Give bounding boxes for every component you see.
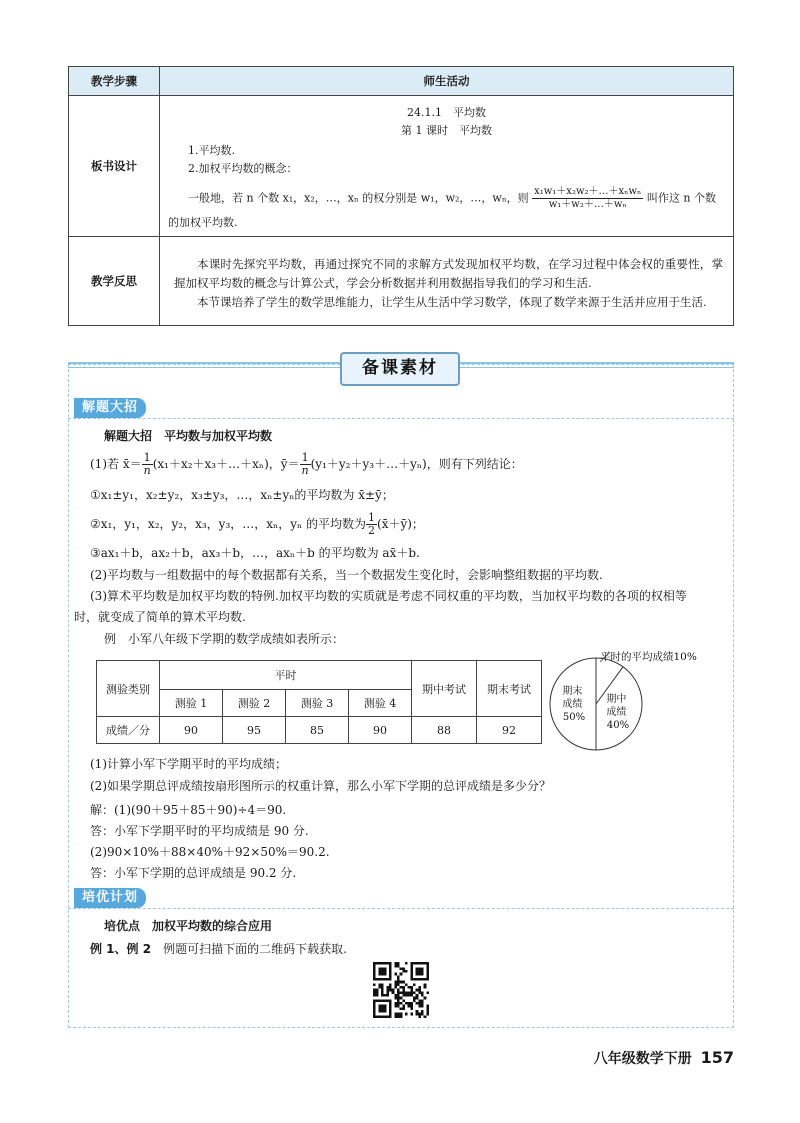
intro-part-b: (x₁＋x₂＋x₃＋…＋xₙ)，ȳ＝ [152,457,300,471]
board-def-suffix: 叫作这 n 个数 [646,191,716,205]
header-step: 教学步骤 [69,67,160,96]
pingshi-header: 平时 [160,661,412,690]
example-reference [90,940,347,957]
fraction-denominator: w₁＋w₂＋…＋wₙ [548,199,627,210]
section1-title: 解题大招 平均数与加权平均数 [104,429,273,443]
board-def-tail: 的加权平均数. [168,216,238,229]
banner-title: 备课素材 [340,352,460,386]
example-intro: 例 小军八年级下学期的数学成绩如表所示： [104,632,345,646]
question-2: (2)如果学期总评成绩按扇形图所示的权重计算，那么小军下学期的总评成绩是多少分？ [90,779,552,793]
weighted-mean-fraction [532,186,643,211]
solution-1: 解：(1)(90＋95＋85＋90)÷4＝90. [90,803,287,817]
board-label: 板书设计 [69,96,160,237]
question-1: (1)计算小军下学期平时的平均成绩； [90,757,287,771]
point-3-line-2: 时，就变成了简单的算术平均数. [74,610,246,624]
conclusion-2-a: ②x₁，y₁，x₂，y₂，x₃，y₃，…，xₙ，yₙ 的平均数为 [90,517,367,531]
board-item-1: 1.平均数. [188,144,235,157]
fraction-numerator: x₁w₁＋x₂w₂＋…＋xₙwₙ [534,186,642,197]
point-2: (2)平均数与一组数据中的每个数据都有关系，当一个数据发生变化时，会影响整组数据的平均数. [90,568,603,582]
conclusion-1: ①x₁±y₁，x₂±y₂，x₃±y₃，…，xₙ±yₙ的平均数为 x̄±ȳ； [90,488,394,502]
score-midterm: 88 [412,717,477,744]
one-over-n-fraction [142,452,153,477]
fraction-two: 2 [368,524,376,537]
reflection-paragraph-2: 本节课培养了学生的数学思维能力，让学生从生活中学习数学，体现了数学来源于生活并应用于生活. [197,294,707,309]
conclusion-intro [90,452,523,477]
section2-title: 培优点 加权平均数的综合应用 [104,919,273,933]
qr-code-icon[interactable] [373,962,429,1018]
fraction-one-2: 1 [300,452,311,465]
section-tag-jieti: 解题大招 [74,398,146,418]
point-3-line-1: (3)算术平均数是加权平均数的特例.加权平均数的实质就是考虑不同权重的平均数，当加权平均数的各项的权相等 [90,589,687,603]
quiz-4-header: 测验 4 [349,690,412,717]
category-label: 测验类别 [97,661,160,717]
pie-final-line-3: 50% [562,712,586,723]
section-tag-underline-2 [68,908,734,910]
board-def-prefix: 一般地，若 n 个数 x₁，x₂，…，xₙ 的权分别是 w₁，w₂，…，wₙ，则 [188,191,529,205]
header-activity: 师生活动 [160,67,734,96]
fraction-n-2: n [301,464,309,477]
pie-mid-line-1: 期中 [606,694,627,705]
one-over-n-fraction-2 [300,452,311,477]
score-quiz-1: 90 [160,717,223,744]
answer-1: 答：小军下学期平时的平均成绩是 90 分. [90,824,309,838]
pie-final-line-1: 期末 [562,686,583,697]
score-quiz-2: 95 [223,717,286,744]
conclusion-2-b: (x̄＋ȳ)； [377,517,424,531]
weight-pie-chart [540,644,730,764]
pie-mid-line-3: 40% [606,720,630,731]
quiz-2-header: 测验 2 [223,690,286,717]
section-tag-underline [68,418,734,420]
lesson-table [68,66,734,326]
one-half-fraction [366,512,377,537]
score-quiz-4: 90 [349,717,412,744]
score-quiz-3: 85 [286,717,349,744]
fraction-one: 1 [142,452,153,465]
board-subtitle: 第 1 课时 平均数 [401,124,492,137]
answer-2: 答：小军下学期的总评成绩是 90.2 分. [90,866,297,880]
pie-final-label [562,684,585,723]
example-reference-text: 例题可扫描下面的二维码下载获取. [163,942,347,956]
reflection-paragraph-1: 本课时先探究平均数，再通过探究不同的求解方式发现加权平均数，在学习过程中体会权的重要性，掌握加权平均数的概念与计算公式，学会分析数据并利用数据指导我们的学习和生活. [174,256,723,290]
midterm-header: 期中考试 [412,661,477,717]
quiz-1-header: 测验 1 [160,690,223,717]
board-definition [188,186,716,211]
score-row-label: 成绩／分 [97,717,160,744]
board-title: 24.1.1 平均数 [407,106,486,119]
score-final: 92 [477,717,542,744]
pie-mid-label [606,692,629,731]
conclusion-2 [90,512,424,537]
pie-callout-label: 平时的平均成绩10% [600,651,697,663]
pie-mid-line-2: 成绩 [606,707,627,718]
board-content [160,96,734,237]
score-table [96,660,542,744]
solution-2: (2)90×10%＋88×40%＋92×50%＝90.2. [90,845,330,859]
page-footer [594,1048,734,1068]
intro-part-a: (1)若 x̄＝ [90,457,142,471]
fraction-one-3: 1 [368,511,376,524]
reflection-label: 教学反思 [69,237,160,326]
intro-part-c: (y₁＋y₂＋y₃＋…＋yₙ)，则有下列结论： [310,457,523,471]
fraction-n: n [143,464,151,477]
book-title: 八年级数学下册 [593,1051,692,1067]
conclusion-3: ③ax₁＋b，ax₂＋b，ax₃＋b，…，axₙ＋b 的平均数为 ax̄＋b. [90,546,420,560]
page-number: 157 [700,1048,734,1067]
example-reference-bold: 例 1、例 2 [90,942,152,956]
pie-final-line-2: 成绩 [562,699,583,710]
reflection-content [160,237,734,326]
board-item-2: 2.加权平均数的概念： [188,162,298,175]
quiz-3-header: 测验 3 [286,690,349,717]
final-header: 期末考试 [477,661,542,717]
section-tag-peiyou: 培优计划 [74,888,146,908]
